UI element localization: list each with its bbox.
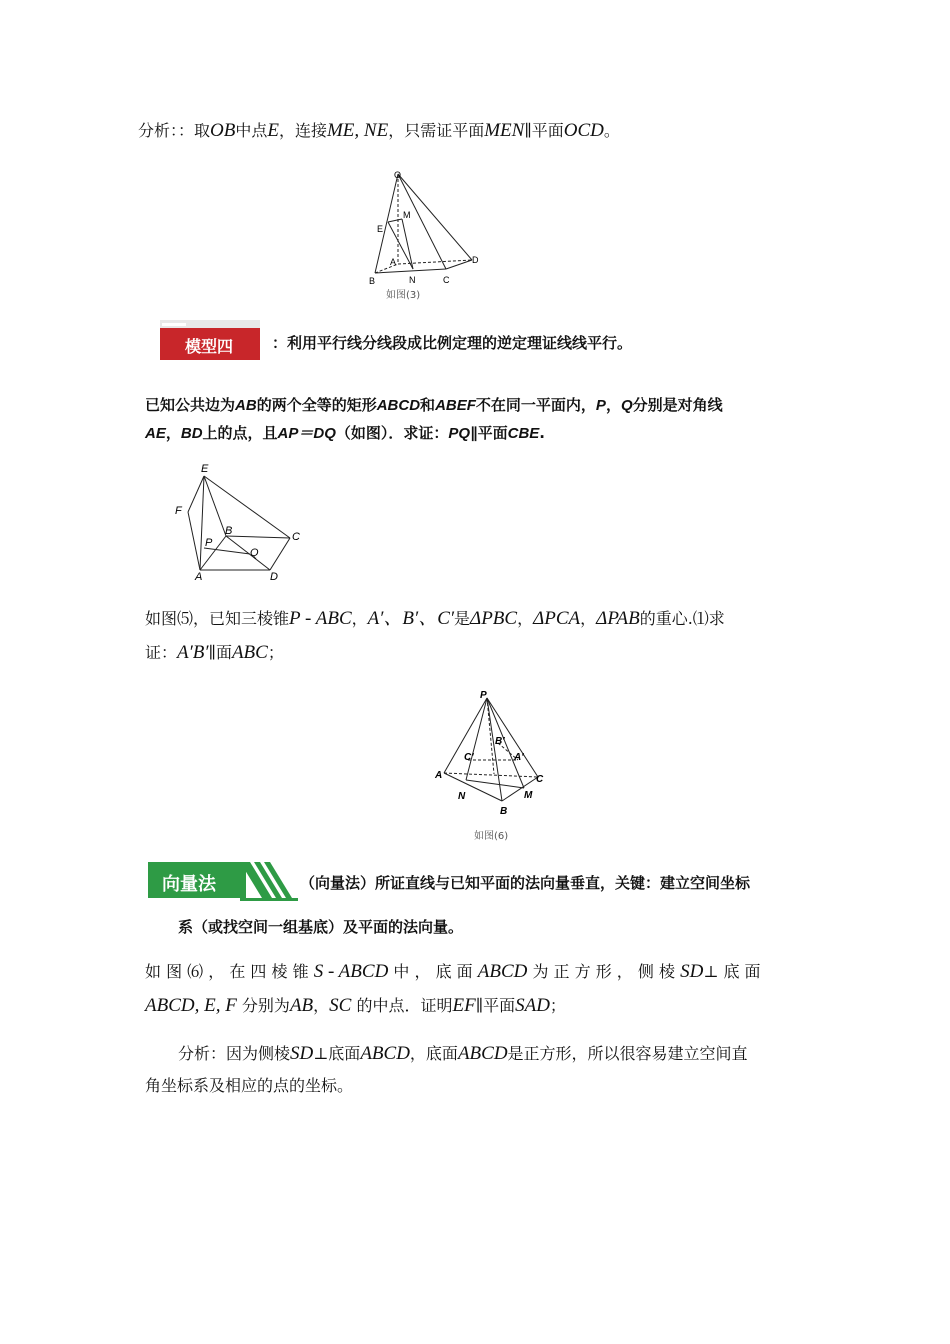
p1-text-f: 上的点，且 — [202, 424, 278, 442]
p2-comma: ， — [351, 609, 368, 628]
fig6-label-m: M — [524, 790, 533, 801]
p3-math-abcdef: ABCD, E, F — [145, 995, 237, 1016]
p1-math-pq: PQ∥ — [448, 425, 478, 442]
model-4-badge — [160, 320, 260, 360]
p3-text-e: 分别为 — [241, 996, 290, 1015]
p2-text-prove: 证： — [145, 643, 178, 662]
figure-6-diagram — [430, 688, 550, 818]
p3-math-sad: SAD — [515, 995, 550, 1016]
figr-label-b: B — [225, 525, 233, 537]
p3-text-end: ； — [549, 996, 566, 1015]
vector-badge-label: 向量法 — [162, 874, 216, 895]
fig6-label-a: A — [435, 770, 443, 781]
p1-comma: ， — [605, 396, 621, 414]
p1-text-e: 分别是对角线 — [632, 396, 723, 414]
p1-math-ae: AE — [145, 425, 166, 442]
figr-label-a: A — [195, 571, 203, 583]
problem-3-line-1 — [145, 961, 761, 983]
fig6-label-b: B — [500, 806, 508, 817]
p1-text-b: 的两个全等的矩形 — [256, 396, 377, 414]
p1-math-p: P — [595, 397, 606, 414]
p2-sep-2: ， — [580, 609, 597, 628]
p2-text-parallel: ∥面 — [208, 643, 232, 662]
p3-perp: ⊥ — [703, 962, 719, 981]
fig6-label-ap: A′ — [514, 752, 524, 763]
a2-math-abcd: ABCD — [360, 1043, 410, 1064]
figr-label-f: F — [175, 505, 182, 517]
p1-text-h: 平面 — [477, 424, 508, 442]
text-parallel: ∥平面 — [524, 121, 564, 140]
p1-text-c: 和 — [420, 396, 436, 414]
p1-text-d: 不在同一平面内， — [475, 396, 596, 414]
p3-math-ef: EF — [452, 995, 476, 1016]
problem-2-line-2 — [145, 642, 284, 664]
p3-comma: ， — [313, 996, 330, 1015]
fig3-label-m: M — [403, 210, 411, 220]
p2-text-c: 是 — [454, 609, 471, 628]
fig3-label-b: B — [369, 276, 376, 286]
p2-text-end: ； — [267, 643, 284, 662]
p3-text-d: 底 面 — [723, 962, 761, 981]
math-mene: ME, NE — [326, 120, 389, 141]
math-e: E — [267, 120, 279, 141]
text-connect: ，连接 — [278, 121, 327, 140]
p1-math-cbe: CBE — [507, 425, 540, 442]
p3-math-sc: SC — [329, 995, 352, 1016]
fig6-label-p: P — [480, 690, 487, 701]
p1-text-a: 已知公共边为 — [145, 396, 236, 414]
p1-comma-2: ， — [165, 424, 181, 442]
p3-math-ab: AB — [289, 995, 314, 1016]
text-need: ，只需证平面 — [388, 121, 485, 140]
math-ocd: OCD — [563, 120, 604, 141]
math-ob: OB — [210, 120, 236, 141]
p1-math-apdq: AP＝DQ — [277, 425, 336, 442]
model-4-title: ：利用平行线分线段成比例定理的逆定理证线线平行。 — [272, 334, 633, 352]
vector-method-badge — [148, 862, 298, 902]
a2-perp: ⊥ — [313, 1044, 329, 1063]
p3-math-sabcd: S - ABCD — [313, 961, 389, 982]
figr-label-q: Q — [250, 547, 259, 559]
fig3-label-d: D — [472, 255, 479, 265]
figure-3-caption: 如图(3) — [386, 290, 421, 301]
p2-math-tri1: ΔPBC — [470, 608, 518, 629]
figr-label-e: E — [201, 463, 209, 475]
fig3-label-e: E — [377, 224, 384, 234]
model-4-badge-label: 模型四 — [185, 337, 234, 356]
fig3-label-a: A — [390, 257, 397, 267]
analysis-2-line-2: 角坐标系及相应的点的坐标。 — [145, 1076, 354, 1095]
problem-1-line-2 — [145, 422, 545, 445]
figr-label-d: D — [270, 571, 278, 583]
figure-6-caption: 如图(6) — [474, 831, 509, 842]
a2-math-abcd-2: ABCD — [457, 1043, 508, 1064]
vector-badge-stripes — [240, 862, 298, 902]
a2-text-b: 底面 — [328, 1044, 361, 1063]
analysis-prefix: 分析：：取 — [138, 121, 211, 140]
p3-math-abcd: ABCD — [477, 961, 528, 982]
analysis-2-line-1 — [178, 1043, 748, 1065]
p2-text-a: 如图⑸，已知三棱锥 — [145, 609, 290, 628]
p1-text-g: （如图）．求证： — [335, 424, 449, 442]
fig3-label-n: N — [409, 275, 416, 285]
p2-math-primes: A′、B′、C′ — [367, 608, 455, 629]
p1-math-abcd: ABCD — [376, 397, 421, 414]
fig6-label-c: C — [536, 774, 544, 785]
fig6-label-n: N — [458, 791, 466, 802]
problem-1-line-1 — [145, 394, 723, 417]
p3-text-f: 的中点．证明 — [356, 996, 453, 1015]
p2-text-d: 的重心.⑴求 — [639, 609, 725, 628]
math-men: MEN — [484, 120, 525, 141]
p1-math-bd: BD — [180, 425, 203, 442]
p1-math-abef: ABEF — [435, 397, 476, 414]
p1-dot: . — [539, 424, 545, 442]
p3-text-g: ∥平面 — [475, 996, 516, 1015]
p2-sep-1: ， — [517, 609, 534, 628]
fig6-label-bp: B′ — [495, 736, 505, 747]
fig6-label-cp: C′ — [464, 752, 474, 763]
p2-math-tri3: ΔPAB — [596, 608, 640, 629]
p2-math-tri2: ΔPCA — [533, 608, 581, 629]
p1-math-q: Q — [620, 397, 633, 414]
p1-math-ab: AB — [235, 397, 257, 414]
p3-text-b: 中 ， 底 面 — [393, 962, 473, 981]
p3-text-c: 为 正 方 形 ， 侧 棱 — [532, 962, 675, 981]
figure-3-diagram — [360, 168, 490, 300]
problem-2-line-1 — [145, 608, 725, 630]
p3-text-a: 如 图 ⑹ ， 在 四 棱 锥 — [145, 962, 309, 981]
a2-text-c: ，底面 — [409, 1044, 458, 1063]
vector-line-2: 系（或找空间一组基底）及平面的法向量。 — [178, 918, 464, 936]
a2-text-d: 是正方形，所以很容易建立空间直 — [507, 1044, 748, 1063]
text-mid: 中点 — [235, 121, 268, 140]
fig3-label-o: O — [394, 170, 402, 180]
figr-label-c: C — [292, 531, 300, 543]
text-end: 。 — [603, 121, 620, 140]
p2-math-pabc: P - ABC — [289, 608, 352, 629]
a2-text-a: 分析：因为侧棱 — [178, 1044, 291, 1063]
problem-3-line-2 — [145, 995, 566, 1017]
analysis-line-1 — [138, 120, 620, 142]
a2-math-sd: SD — [290, 1043, 314, 1064]
figure-rectangles-diagram — [170, 460, 310, 585]
p2-math-abp: A′B′ — [177, 642, 209, 663]
p2-math-abc: ABC — [231, 642, 268, 663]
vector-line-1: （向量法）所证直线与已知平面的法向量垂直，关键：建立空间坐标 — [300, 874, 751, 892]
fig3-label-c: C — [443, 275, 450, 285]
figr-label-p: P — [205, 537, 213, 549]
p3-math-sd: SD — [680, 961, 704, 982]
